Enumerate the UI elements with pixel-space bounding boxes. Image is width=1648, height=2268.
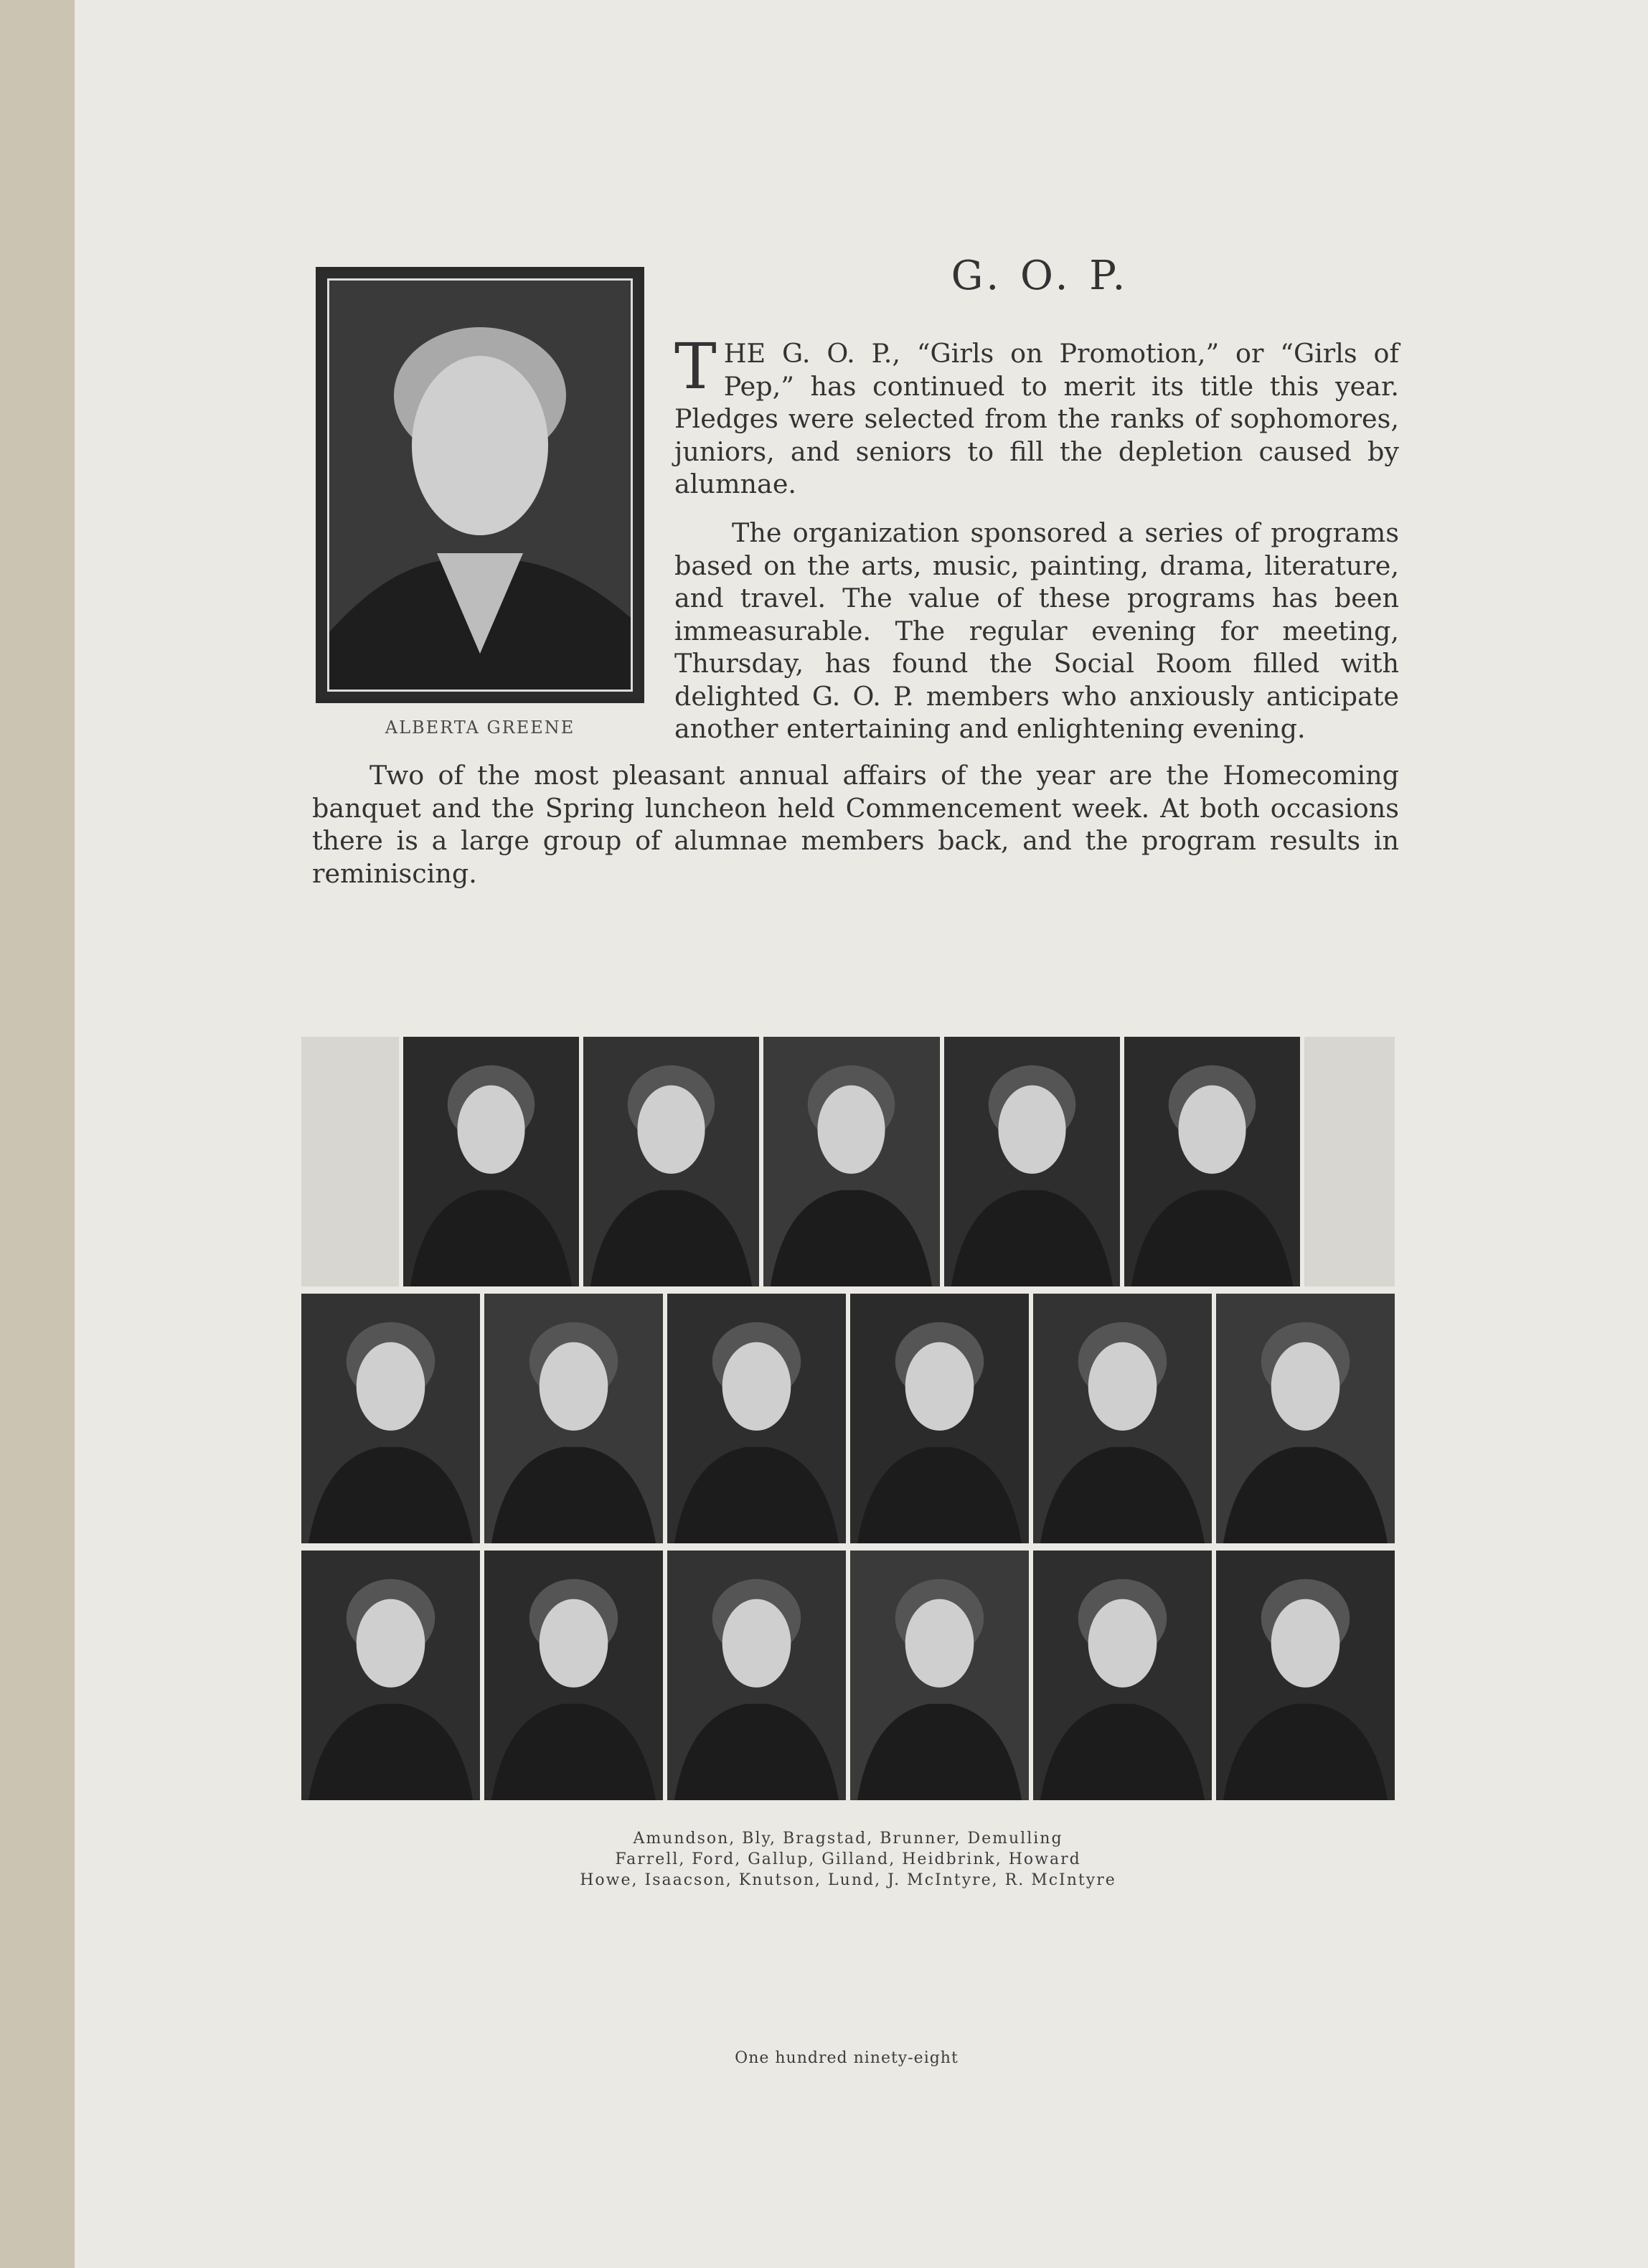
events-paragraph: Two of the most pleasant annual affairs of the year are the Homecoming banquet and the Spring luncheon held Commencement week. At both occasions there is a large group of alumnae members back, and the program results in reminiscing. [312,760,1399,889]
member-photo [484,1294,663,1543]
portrait-silhouette [301,1294,480,1543]
portrait-silhouette [1033,1294,1212,1543]
portrait-silhouette [1216,1294,1395,1543]
portrait-silhouette [1124,1037,1300,1286]
member-photo [944,1037,1120,1286]
member-photo [403,1037,579,1286]
member-photo [667,1551,846,1800]
portrait-silhouette [667,1551,846,1800]
advisor-caption: ALBERTA GREENE [385,717,575,738]
portrait-silhouette [763,1037,939,1286]
member-photo [301,1294,480,1543]
portrait-silhouette [850,1551,1029,1800]
intro-text: HE G. O. P., “Girls on Promotion,” or “Girls of Pep,” has continued to merit its title this year. Pledges were selected from the ranks of sophomores, juniors, and seniors to fill the depletion caused by alumnae. [674,338,1399,499]
member-photo [1124,1037,1300,1286]
portrait-silhouette [403,1037,579,1286]
member-photo [763,1037,939,1286]
photo-row-3 [301,1551,1395,1800]
page-number: One hundred ninety-eight [735,2049,959,2067]
photo-row-2 [301,1294,1395,1543]
portrait-silhouette [850,1294,1029,1543]
member-photo [484,1551,663,1800]
member-photo [1216,1551,1395,1800]
photo-row-1 [301,1037,1395,1286]
advisor-photo [329,281,631,690]
member-photo [1216,1294,1395,1543]
programs-paragraph: The organization sponsored a series of programs based on the arts, music, painting, drama, literature, and travel. The value of these programs has been immeasurable. The regular evening for meeting, Thursday, has found the Social Room filled with delighted G. O. P. members who anxiously anticipate another entertaining and enlightening evening. [674,517,1399,744]
binding-edge [0,0,75,2268]
intro-paragraph [674,329,1399,501]
portrait-silhouette [484,1551,663,1800]
photo-spacer [301,1037,399,1286]
portrait-silhouette [667,1294,846,1543]
portrait-silhouette [484,1294,663,1543]
member-photo [850,1551,1029,1800]
portrait-silhouette [944,1037,1120,1286]
member-names [301,1828,1395,1891]
portrait-silhouette [1216,1551,1395,1800]
member-photo [1033,1294,1212,1543]
names-line-2: Farrell, Ford, Gallup, Gilland, Heidbrink, Howard [615,1850,1081,1868]
advisor-portrait [316,267,644,703]
member-photo [301,1551,480,1800]
portrait-silhouette [583,1037,759,1286]
portrait-silhouette [1033,1551,1212,1800]
page-title: G. O. P. [951,253,1130,299]
member-photo [583,1037,759,1286]
photo-spacer [1304,1037,1395,1286]
member-photo [1033,1551,1212,1800]
member-photo-grid [301,1037,1395,1803]
names-line-1: Amundson, Bly, Bragstad, Brunner, Demulling [633,1830,1063,1848]
drop-cap: T [674,329,717,403]
names-line-3: Howe, Isaacson, Knutson, Lund, J. McIntyre, R. McIntyre [580,1871,1116,1889]
member-photo [667,1294,846,1543]
member-photo [850,1294,1029,1543]
portrait-silhouette [301,1551,480,1800]
